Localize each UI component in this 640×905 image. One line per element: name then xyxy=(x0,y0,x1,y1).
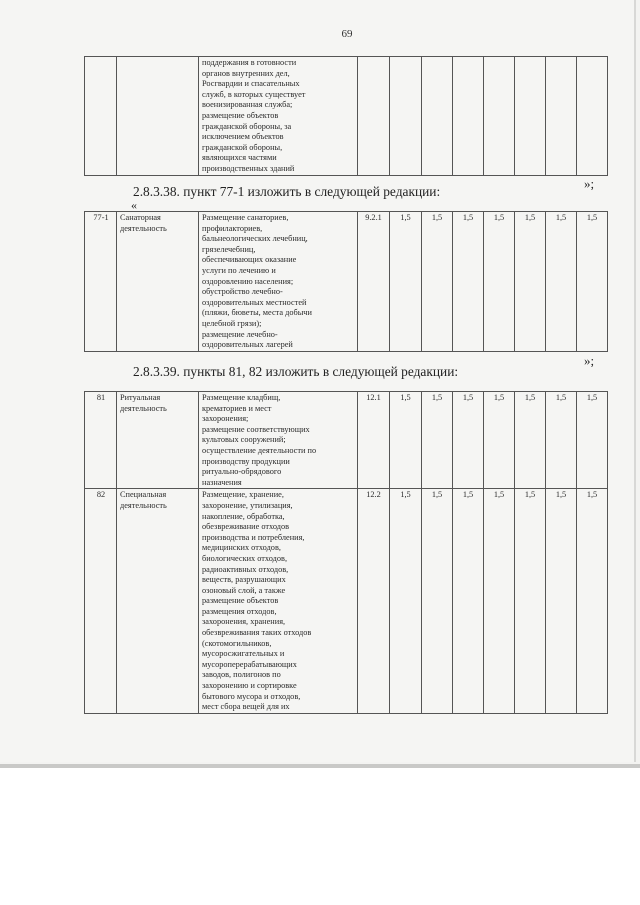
cell-description xyxy=(199,57,358,176)
row-value: 1,5 xyxy=(453,212,484,352)
page-number: 69 xyxy=(341,28,353,40)
row-description: Размещение, хранение, захоронение, утилизация, накопление, обработка, обезвреживание отходов производства и потребления, медицинских отходов, биологических отходов, радиоактивных отходов, веществ, разрушающих озоновый слой, а также размещение объектов размещения отходов, захоронения, хранения, обезвреживания таких отходов (скотомогильников, мусоросжигательных и мусороперерабатывающих заводов, полигонов по захоронению и сортировке бытового мусора и отходов, мест сбора вещей для их xyxy=(202,490,312,712)
row-value: 1,5 xyxy=(577,489,608,713)
row-value: 1,5 xyxy=(484,489,515,713)
cell-value xyxy=(422,57,453,176)
section-heading-38: 2.8.3.38. пункт 77-1 изложить в следующей редакции: xyxy=(133,184,441,199)
row-name: Санаторная деятельность xyxy=(120,213,167,233)
end-quote-mark: »; xyxy=(584,353,595,368)
open-quote-mark: « xyxy=(131,198,137,212)
row-value: 1,5 xyxy=(577,392,608,489)
row-value: 1,5 xyxy=(515,489,546,713)
cell-value xyxy=(484,57,515,176)
row-value: 1,5 xyxy=(546,392,577,489)
row-value: 1,5 xyxy=(422,489,453,713)
row-number: 81 xyxy=(85,392,117,489)
table-row xyxy=(85,212,608,352)
row-value: 1,5 xyxy=(422,392,453,489)
row-value: 1,5 xyxy=(390,392,422,489)
table-continuation xyxy=(84,56,608,176)
row-value: 1,5 xyxy=(453,489,484,713)
cell-value xyxy=(515,57,546,176)
cell-name xyxy=(117,57,199,176)
table-81-82 xyxy=(84,391,608,714)
table-row xyxy=(85,489,608,713)
row-description: Размещение кладбищ, крематориев и мест захоронения; размещение соответствующих культовых сооружений; осуществление деятельности по производству продукции ритуально-обрядового назначения xyxy=(202,393,317,487)
row-value: 1,5 xyxy=(515,212,546,352)
section-heading-39: 2.8.3.39. пункты 81, 82 изложить в следующей редакции: xyxy=(133,364,459,379)
row-value: 1,5 xyxy=(484,392,515,489)
description-text: поддержания в готовности органов внутренних дел, Росгвардии и спасательных служб, в которых существует военизированная служба; размещение объектов гражданской обороны, за исключением объектов гражданской обороны, являющихся частями производственных зданий xyxy=(202,58,306,173)
table-77-1 xyxy=(84,211,608,352)
row-value: 1,5 xyxy=(577,212,608,352)
table-row xyxy=(85,392,608,489)
row-value: 1,5 xyxy=(484,212,515,352)
cell-code xyxy=(358,57,390,176)
row-value: 1,5 xyxy=(546,489,577,713)
row-value: 1,5 xyxy=(422,212,453,352)
cell-number xyxy=(85,57,117,176)
row-value: 1,5 xyxy=(453,392,484,489)
row-number: 77-1 xyxy=(85,212,117,352)
row-name: Специальная деятельность xyxy=(120,490,167,510)
row-code: 12.2 xyxy=(358,489,390,713)
cell-value xyxy=(453,57,484,176)
row-number: 82 xyxy=(85,489,117,713)
end-quote-mark: »; xyxy=(584,176,595,191)
cell-value xyxy=(577,57,608,176)
row-name: Ритуальная деятельность xyxy=(120,393,167,413)
cell-value xyxy=(546,57,577,176)
row-value: 1,5 xyxy=(390,212,422,352)
row-code: 9.2.1 xyxy=(358,212,390,352)
row-value: 1,5 xyxy=(515,392,546,489)
table-row xyxy=(85,57,608,176)
cell-value xyxy=(390,57,422,176)
row-code: 12.1 xyxy=(358,392,390,489)
row-value: 1,5 xyxy=(390,489,422,713)
row-description: Размещение санаториев, профилакториев, бальнеологических лечебниц, грязелечебниц, обеспечивающих оказание услуги по лечению и оздоровлению населения; обустройство лечебно- оздоровительных местностей (пляжи, бюветы, места добычи целебной грязи); размещение лечебно- оздоровительных лагерей xyxy=(202,213,312,350)
row-value: 1,5 xyxy=(546,212,577,352)
